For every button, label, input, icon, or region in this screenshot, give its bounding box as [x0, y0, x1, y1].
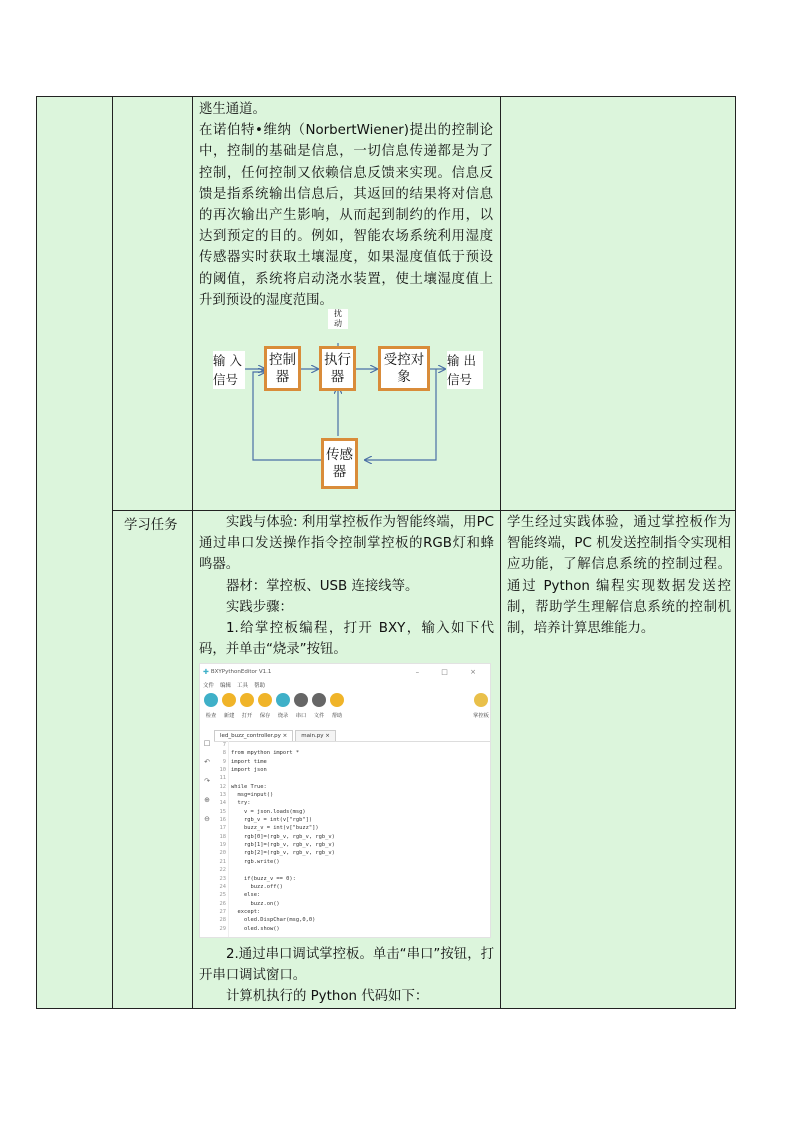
zoom-in-icon[interactable]: ⊕ — [204, 796, 210, 804]
column-divider — [500, 97, 501, 1008]
undo-icon[interactable]: ↶ — [204, 758, 210, 766]
window-title-bar — [200, 664, 490, 679]
help-button[interactable]: 帮助 — [328, 693, 346, 719]
file-icon[interactable]: □ — [203, 739, 211, 747]
equipment-paragraph: 器材：掌控板、USB 连接线等。 — [226, 578, 419, 594]
menu-bar — [200, 679, 490, 690]
menu-item-help[interactable]: 帮助 — [254, 682, 266, 689]
help-icon — [330, 693, 344, 707]
steps-title: 实践步骤： — [226, 599, 293, 615]
step-2: 2.通过串口调试掌控板。单击“串口”按钮，打开串口调试窗口。 — [199, 947, 494, 984]
zoom-out-icon[interactable]: ⊖ — [204, 815, 210, 823]
bxy-editor-screenshot — [199, 663, 491, 938]
open-button[interactable]: 打开 — [238, 693, 256, 719]
menu-item-edit[interactable]: 编辑 — [220, 682, 232, 689]
row-divider — [112, 510, 735, 511]
redo-icon[interactable]: ↷ — [204, 777, 210, 785]
save-icon — [258, 693, 272, 707]
check-button[interactable]: 检查 — [202, 693, 220, 719]
gutter-divider — [228, 741, 229, 938]
editor-side-toolbar — [200, 728, 214, 938]
row-label: 学习任务 — [124, 518, 178, 533]
disturbance-label: 扰 动 — [328, 309, 348, 329]
control-theory-text — [199, 99, 493, 311]
tab-led-buzz-controller[interactable]: led_buzz_controller.py × — [214, 730, 293, 741]
new-button[interactable]: 新建 — [220, 693, 238, 719]
toolbar — [200, 690, 490, 728]
task-text — [199, 512, 494, 660]
code-editor — [200, 728, 491, 938]
code-area[interactable] — [214, 741, 491, 938]
output-signal-label: 输 出 信号 — [447, 351, 483, 389]
serial-button[interactable]: 串口 — [292, 693, 310, 719]
check-icon — [204, 693, 218, 707]
input-signal-label: 输 入 信号 — [213, 351, 245, 389]
teaching-intent-text: 学生经过实践体验，通过掌控板作为智能终端，PC 机发送控制指令实现相应功能，了解信息系统的控制过程。通过 Python 编程实现数据发送控制，帮助学生理解信息系统的控制机制，培养计算思维能力。 — [507, 515, 731, 637]
step-3: 计算机执行的 Python 代码如下： — [226, 989, 429, 1005]
save-button[interactable]: 保存 — [256, 693, 274, 719]
window-controls[interactable]: – □ × — [415, 667, 486, 676]
paragraph: 逃生通道。 — [199, 102, 266, 117]
line-numbers: 7 8 9 10 11 12 13 14 15 16 17 18 19 20 21 22 23 24 25 26 27 28 29 — [219, 742, 226, 932]
files-button[interactable]: 文件 — [310, 693, 328, 719]
controlled-object-box: 受控对 象 — [378, 346, 430, 391]
column-divider — [192, 97, 193, 1008]
paragraph: 在诺伯特•维纳（NorbertWiener)提出的控制论中，控制的基础是信息，一切信息传递都是为了控制，任何控制又依赖信息反馈来实现。信息反馈是指系统输出信息后，其返回的结果将对信息的再次输出产生影响，从而起到制约的作用，以达到预定的目的。例如，智能农场系统利用湿度传感器实时获取土壤湿度，如果湿度值低于预设的阈值，系统将启动浇水装置，使土壤湿度值上升到预设的湿度范围。 — [199, 123, 493, 308]
actuator-box: 执行 器 — [319, 346, 356, 391]
sensor-box: 传感 器 — [321, 438, 358, 489]
menu-item-file[interactable]: 文件 — [203, 682, 215, 689]
lesson-table — [36, 96, 736, 1009]
intro-paragraph: 实践与体验: 利用掌控板作为智能终端，用PC通过串口发送操作指令控制掌控板的RGB灯和蜂鸣器。 — [199, 515, 494, 573]
step-1: 1.给掌控板编程，打开 BXY，输入如下代码，并单击“烧录”按钮。 — [199, 621, 494, 658]
tab-main[interactable]: main.py × — [295, 730, 336, 741]
flash-button[interactable]: 烧录 — [274, 693, 292, 719]
serial-icon — [294, 693, 308, 707]
board-icon — [474, 693, 488, 707]
window-title: BXYPythonEditor V1.1 — [210, 668, 272, 675]
files-icon — [312, 693, 326, 707]
board-button[interactable]: 掌控板 — [472, 693, 490, 719]
task-text-continued — [199, 944, 494, 1008]
feedback-control-flowchart — [197, 309, 487, 494]
app-logo-icon: ✚ — [203, 667, 209, 676]
source-code: from mpython import * import time import json while True: msg=input() try: v = json.loads(msg) rgb_v = int(v["rgb"]) buzz_v = int(v["buzz"]) rgb[0]=(rgb_v, rgb_v, rgb_v) rgb[1]=(rgb_v, rgb_v, rgb_v) rgb[2]=(rgb_v, rgb_v, rgb_v) rgb.write() if(buzz_v == 0): buzz.off() else: buzz.on() except: oled.DispChar(msg,0,0) oled.show() — [231, 750, 335, 932]
new-file-icon — [222, 693, 236, 707]
open-folder-icon — [240, 693, 254, 707]
column-divider — [112, 97, 113, 1008]
editor-tabs — [214, 728, 491, 742]
controller-box: 控制 器 — [264, 346, 301, 391]
flash-icon — [276, 693, 290, 707]
menu-item-tools[interactable]: 工具 — [237, 682, 249, 689]
